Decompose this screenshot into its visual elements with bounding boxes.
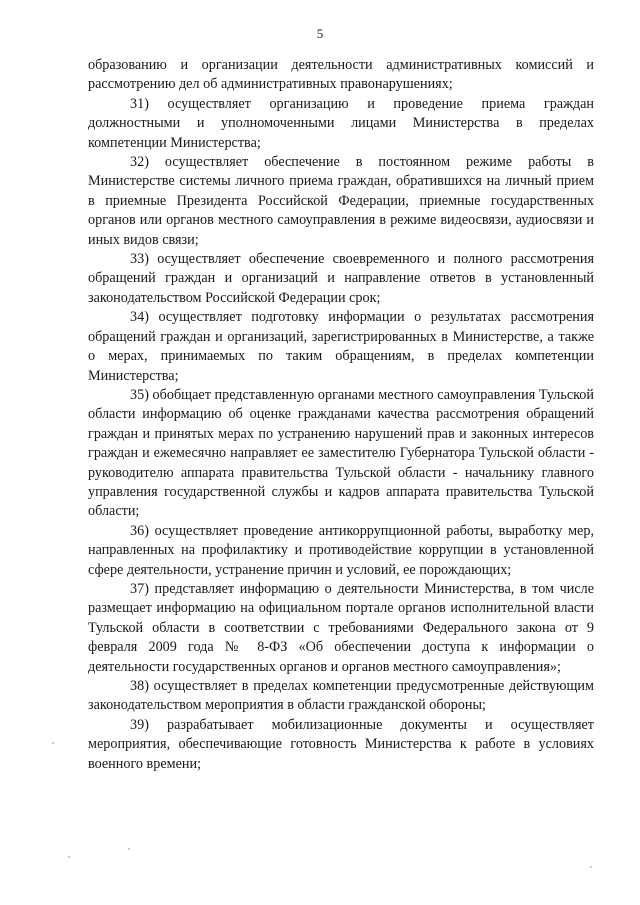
item-text: осуществляет обеспечение своевременного и полного рассмотрения обращений граждан и организаций и направление ответов в установленный законодательством Российской Федерации срок; xyxy=(88,251,594,306)
item-number: 37) xyxy=(130,580,149,597)
list-item-38 xyxy=(88,677,594,716)
item-text: осуществляет в пределах компетенции предусмотренные действующим законодательством мероприятия в области гражданской обороны; xyxy=(88,678,595,714)
list-item-39 xyxy=(88,716,594,774)
item-number: 35) xyxy=(130,386,149,403)
scan-speck xyxy=(128,848,130,850)
item-number: 38) xyxy=(130,678,149,694)
item-text: осуществляет организацию и проведение приема граждан должностными и уполномоченными лицами Министерства в пределах компетенции Министерства; xyxy=(88,95,595,151)
list-item-31 xyxy=(88,95,594,153)
list-item-36 xyxy=(88,522,594,580)
item-text: обобщает представленную органами местного самоуправления Тульской области информацию об оценке гражданами качества рассмотрения обращений граждан и принятых мерах по устранению нарушений прав и законных интересов граждан и ежемесячно направляет ее заместителю Губернатора Тульской области - руководителю аппарата правительства Тульской области - начальнику главного управления государственной службы и кадров аппарата правительства Тульской области; xyxy=(88,386,594,520)
scan-speck xyxy=(68,856,70,858)
item-text: разрабатывает мобилизационные документы и осуществляет мероприятия, обеспечивающие готовность Министерства к работе в условиях военного времени; xyxy=(88,716,594,772)
paragraph-continuation xyxy=(88,56,594,95)
item-text: осуществляет проведение антикоррупционной работы, выработку мер, направленных на профилактику и противодействие коррупции в установленной сфере деятельности, устранение причин и условий, ее порождающих; xyxy=(88,522,594,578)
list-item-34 xyxy=(88,308,594,386)
item-text: осуществляет подготовку информации о результатах рассмотрения обращений граждан и организаций, зарегистрированных в Министерстве, а также о мерах, принимаемых по таким обращениям, в пределах компетенции Министерства; xyxy=(88,309,595,384)
item-number: 36) xyxy=(130,522,149,539)
list-item-37 xyxy=(88,580,594,677)
item-number: 39) xyxy=(130,716,149,733)
scan-speck xyxy=(52,742,54,744)
list-item-35 xyxy=(88,386,594,522)
page-number: 5 xyxy=(316,26,324,41)
list-item-33 xyxy=(88,250,594,308)
list-item-32 xyxy=(88,153,594,250)
document-body xyxy=(88,56,594,774)
scan-speck xyxy=(590,866,592,868)
item-number: 32) xyxy=(130,154,149,171)
item-number: 31) xyxy=(130,95,149,112)
item-number: 33) xyxy=(130,251,149,268)
item-text: представляет информацию о деятельности Министерства, в том числе размещает информацию на официальном портале органов исполнительной власти Тульской области в соответствии с требованиями Федерального закона от 9 февраля 2009 года № 8-ФЗ «Об обеспечении доступа к информации о деятельности государственных органов и органов местного самоуправления»; xyxy=(88,580,594,675)
paragraph-text: образованию и организации деятельности административных комиссий и рассмотрению дел об административных правонарушениях; xyxy=(88,57,594,93)
item-number: 34) xyxy=(130,309,149,326)
item-text: осуществляет обеспечение в постоянном режиме работы в Министерстве системы личного приема граждан, обратившихся на личный прием в приемные Президента Российской Федерации, приемные государственных органов или органов местного самоуправления в режиме видеосвязи, аудиосвязи и иных видов связи; xyxy=(88,154,594,248)
